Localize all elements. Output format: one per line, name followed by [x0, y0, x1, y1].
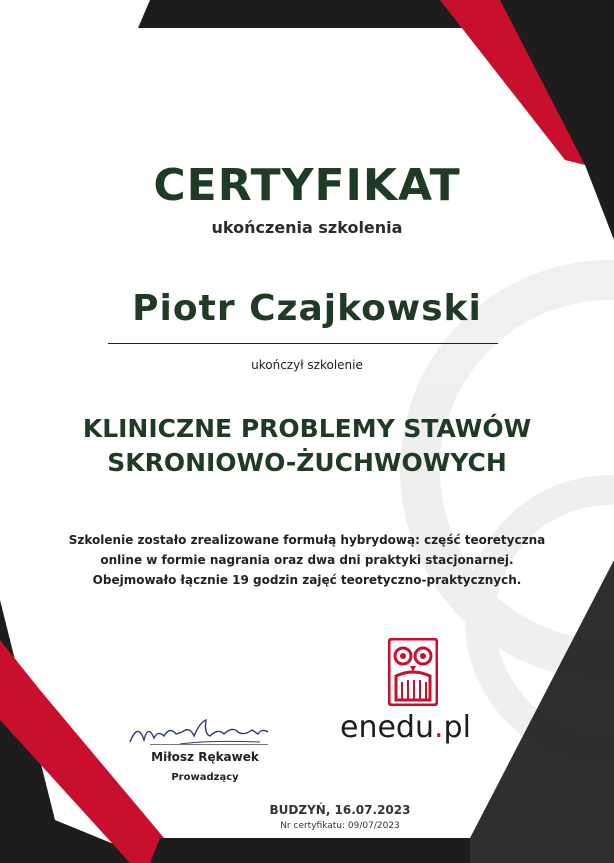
course-description — [0, 530, 614, 590]
course-title-line-2: SKRONIOWO-ŻUCHWOWYCH — [107, 448, 507, 477]
description-line-2: online w formie nagrania oraz dwa dni praktyki stacjonarnej. — [100, 553, 514, 567]
signer-name: Miłosz Rękawek — [151, 750, 259, 764]
completed-label: ukończył szkolenie — [251, 358, 363, 372]
certificate-subtitle: ukończenia szkolenia — [211, 218, 403, 237]
place-date: BUDZYŃ, 16.07.2023 — [269, 803, 411, 817]
certificate-number: Nr certyfikatu: 09/07/2023 — [280, 821, 400, 831]
course-title-line-1: KLINICZNE PROBLEMY STAWÓW — [82, 414, 532, 443]
signer-role: Prowadzący — [171, 772, 239, 783]
certificate-title: CERTYFIKAT — [153, 160, 461, 211]
recipient-name: Piotr Czajkowski — [132, 288, 482, 329]
brand-logo-text — [340, 710, 500, 745]
handwritten-signature — [120, 712, 280, 752]
brand-name-dot: . — [433, 710, 444, 745]
course-title — [0, 412, 614, 480]
brand-name-tld: pl — [443, 710, 471, 745]
bottom-dark-band — [150, 838, 470, 863]
owl-icon — [388, 638, 438, 706]
signature-line — [150, 744, 268, 745]
description-line-1: Szkolenie zostało zrealizowane formułą hybrydową: część teoretyczna — [68, 533, 546, 547]
recipient-underline — [108, 343, 498, 344]
brand-name-main: enedu — [340, 710, 434, 745]
description-line-3: Obejmowało łącznie 19 godzin zajęć teoretyczno-praktycznych. — [92, 573, 522, 587]
